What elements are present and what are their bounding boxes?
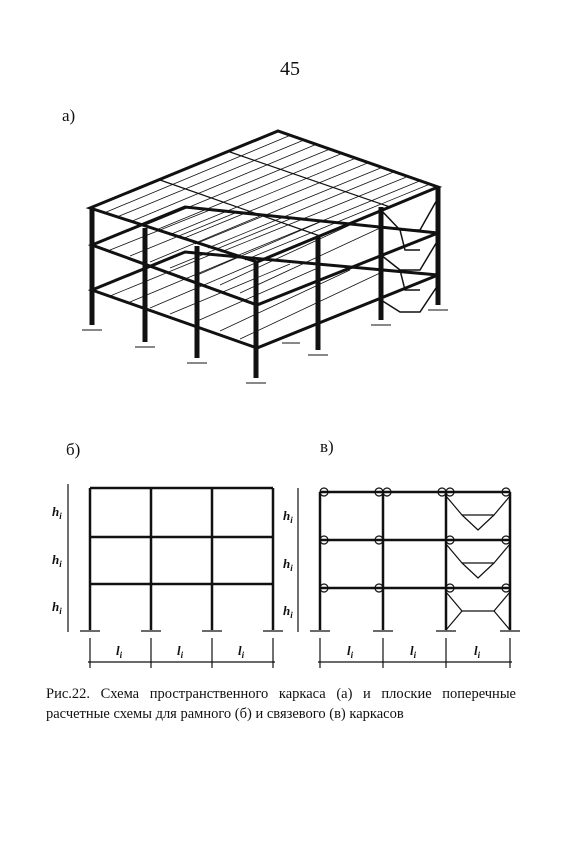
figure-caption: Рис.22. Схема пространственного каркаса (а) и плоские поперечные расчетные схемы для рамного (б) и связевого (в) каркасов <box>46 686 516 722</box>
svg-text:li: $l_i$ <box>238 643 245 660</box>
svg-text:li: $l_i$ <box>410 643 417 660</box>
svg-text:hi: $h_i$ <box>52 599 62 616</box>
panel-label-v: в) <box>320 437 334 456</box>
svg-text:li: $l_i$ <box>177 643 184 660</box>
svg-text:li: $l_i$ <box>347 643 354 660</box>
svg-text:hi: $h_i$ <box>52 552 62 569</box>
svg-text:li: $l_i$ <box>474 643 481 660</box>
svg-text:li: $l_i$ <box>116 643 123 660</box>
svg-text:hi: $h_i$ <box>283 603 293 620</box>
panel-label-b: б) <box>66 440 81 459</box>
page-number: 45 <box>280 58 300 80</box>
svg-text:hi: $h_i$ <box>52 504 62 521</box>
svg-text:hi: $h_i$ <box>283 508 293 525</box>
panel-label-a: а) <box>62 106 76 125</box>
svg-text:hi: $h_i$ <box>283 556 293 573</box>
